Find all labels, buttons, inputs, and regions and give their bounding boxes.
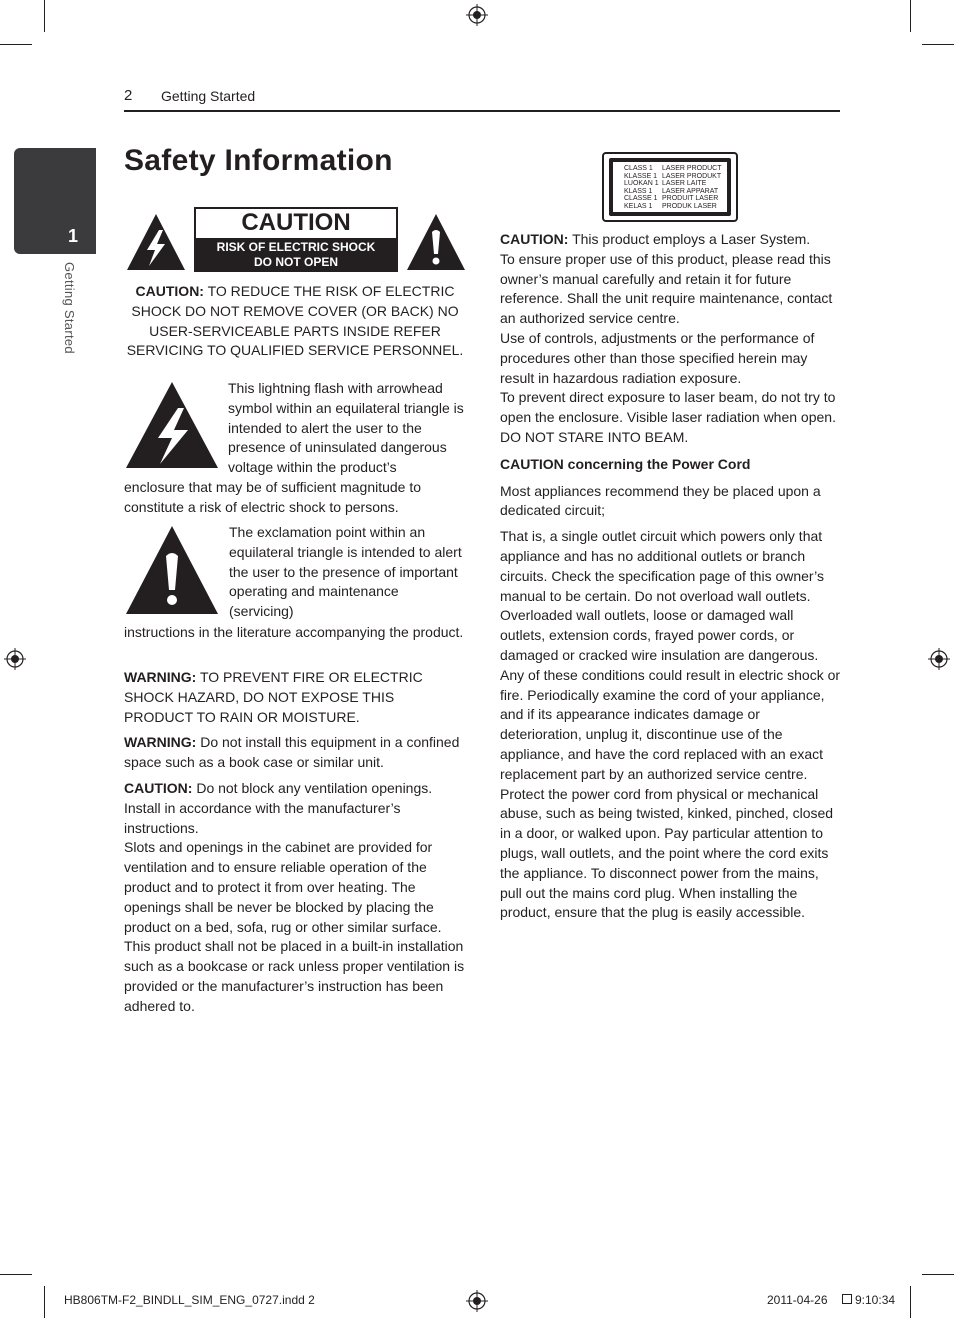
registration-mark-icon: [928, 648, 950, 670]
warning-rain: [124, 668, 466, 727]
caution-ventilation: [124, 779, 466, 838]
crop-mark: [44, 0, 45, 32]
caution-heading: CAUTION: [241, 209, 351, 236]
chapter-number: 1: [68, 226, 79, 246]
crop-mark: [44, 1286, 45, 1318]
footer-time: 9:10:34: [855, 1293, 896, 1307]
exclamation-description: The exclamation point within an equilateral triangle is intended to alert the user to the presence of important operating and maintenance (servicing): [229, 524, 462, 620]
laser-label-line: CLASS 1: [624, 165, 653, 172]
slots-paragraph: Slots and openings in the cabinet are provided for ventilation and to ensure reliable operation of the product and to protect it from over heating. The openings shall be never be blocked by placing the product on a bed, sofa, rug or other similar surface. This product shall not be placed in a built-in installation such as a bookcase or rack unless proper ventilation is provided or the manufacturer’s instruction has been adhered to.: [124, 839, 465, 1014]
lightning-triangle-icon: [124, 380, 220, 470]
crop-mark: [910, 0, 911, 32]
lightning-description: This lightning flash with arrowhead symbol within an equilateral triangle is intended to alert the user to the presence of uninsulated dangerous voltage within the product’s: [228, 380, 464, 476]
laser-label-line: KLASSE 1: [624, 172, 658, 180]
page-number: 2: [124, 87, 133, 104]
laser-label-line: LASER PRODUKT: [662, 172, 722, 180]
exclamation-description-cont: instructions in the literature accompanying the product.: [124, 624, 464, 640]
laser-paragraph: Use of controls, adjustments or the performance of procedures other than those specified herein may result in hazardous radiation exposure.: [500, 329, 815, 386]
footer-date: 2011-04-26: [767, 1293, 828, 1307]
crop-mark: [910, 1286, 911, 1318]
power-cord-paragraph: Most appliances recommend they be placed upon a dedicated circuit;: [500, 482, 821, 519]
laser-label-line: KELAS 1: [624, 202, 653, 210]
laser-caution: [500, 230, 842, 250]
footer-glyph-icon: [842, 1294, 852, 1304]
page-title: Safety Information: [124, 144, 393, 177]
chapter-tab: [14, 148, 96, 254]
laser-caution-text: This product employs a Laser System.: [568, 231, 811, 247]
registration-mark-icon: [466, 4, 488, 26]
laser-label-line: CLASSE 1: [624, 195, 658, 202]
laser-label-line: PRODUK LASER: [662, 202, 717, 210]
warning-confined: [124, 733, 466, 773]
power-cord-heading: CAUTION concerning the Power Cord: [500, 455, 751, 472]
laser-label-line: LASER APPARAT: [662, 187, 719, 195]
exclamation-triangle-icon: [124, 524, 220, 616]
crop-mark: [922, 1274, 954, 1275]
warning-label: WARNING:: [124, 669, 197, 685]
power-cord-paragraph: That is, a single outlet circuit which powers only that appliance and has no additional outlets or branch circuits. Check the specification page of this owner’s manual to be certain. Do not overload wall outlets. Overloaded wall outlets, loose or damaged wall outlets, extension cords, frayed power cords, or damaged or cracked wire insulation are dangerous. Any of these conditions could result in electric shock or fire. Periodically examine the cord of your appliance, and if its appearance indicates damage or deterioration, unplug it, discontinue use of the appliance, and have the cord replaced with an exact replacement part by an authorized service centre. Protect the power cord from physical or mechanical abuse, such as being twisted, kinked, pinched, closed in a door, or walked upon. Pay particular attention to plugs, wall outlets, and the point where the cord exits the appliance. To disconnect power from the mains, pull out the mains cord plug. When installing the product, ensure that the plug is easily accessible.: [500, 528, 841, 921]
chapter-label: Getting Started: [62, 262, 77, 354]
crop-mark: [0, 44, 32, 45]
laser-paragraph: To ensure proper use of this product, please read this owner’s manual carefully and retain it for future reference. Shall the unit require maintenance, contact an authorized service centre.: [500, 250, 833, 327]
lightning-warning-icon: [125, 212, 187, 272]
caution-band: [196, 238, 396, 270]
warning-text: TO PREVENT FIRE OR ELECTRIC SHOCK HAZARD, DO NOT EXPOSE THIS PRODUCT TO RAIN OR MOISTURE.: [124, 669, 423, 725]
section-title: Getting Started: [161, 88, 256, 104]
right-body: [500, 230, 842, 929]
caution-text: Do not block any ventilation openings. Install in accordance with the manufacturer’s instructions.: [124, 779, 433, 836]
caution-intro: [124, 282, 466, 361]
laser-class-list: [624, 165, 659, 210]
lightning-description-cont: enclosure that may be of sufficient magnitude to constitute a risk of electric shock to persons.: [124, 479, 422, 515]
caution-line-1: RISK OF ELECTRIC SHOCK: [216, 240, 376, 254]
laser-paragraph: To prevent direct exposure to laser beam, do not try to open the enclosure. Visible laser radiation when open. DO NOT STARE INTO BEAM.: [500, 389, 836, 445]
footer-filename: HB806TM-F2_BINDLL_SIM_ENG_0727.indd 2: [64, 1293, 315, 1307]
laser-label-line: LASER PRODUCT: [662, 165, 722, 172]
warning-label: WARNING:: [124, 734, 197, 751]
laser-product-list: [662, 165, 722, 210]
laser-caution-label: CAUTION:: [500, 231, 569, 247]
crop-mark: [0, 1274, 32, 1275]
caution-label: CAUTION:: [124, 779, 193, 796]
laser-label-line: LUOKAN 1: [624, 180, 659, 187]
exclamation-warning-icon: [405, 212, 467, 272]
warning-text: Do not install this equipment in a confined space such as a book case or similar unit.: [124, 734, 460, 771]
laser-label-line: KLASS 1: [624, 187, 653, 195]
caution-intro-text: TO REDUCE THE RISK OF ELECTRIC SHOCK DO NOT REMOVE COVER (OR BACK) NO USER-SERVICEABLE PARTS INSIDE REFER SERVICING TO QUALIFIED SERVICE PERSONNEL.: [126, 283, 464, 359]
crop-mark: [922, 44, 954, 45]
laser-label-line: LASER LAITE: [662, 180, 707, 187]
registration-mark-icon: [4, 648, 26, 670]
registration-mark-icon: [466, 1290, 488, 1312]
laser-label-line: PRODUIT LASER: [662, 195, 719, 202]
header-divider: [124, 110, 840, 112]
left-body: [124, 668, 466, 1023]
caution-line-2: DO NOT OPEN: [253, 255, 338, 269]
caution-intro-label: CAUTION:: [135, 283, 204, 299]
